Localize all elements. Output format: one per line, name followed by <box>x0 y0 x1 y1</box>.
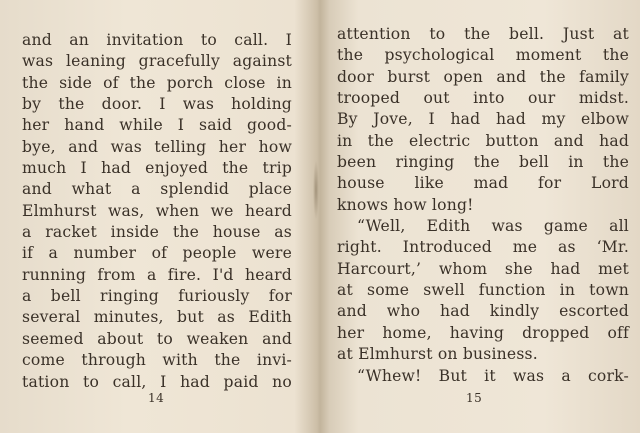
text-line: tation to call, I had paid no <box>22 372 292 391</box>
text-line: at Elmhurst on business. <box>337 345 538 364</box>
text-line: door burst open and the family <box>337 67 629 86</box>
text-line: by the door. I was holding <box>22 95 292 114</box>
right-page-text <box>337 24 629 387</box>
text-line: trooped out into our midst. <box>337 89 629 108</box>
text-line: several minutes, but as Edith <box>22 308 292 327</box>
text-line: right. Introduced me as ‘Mr. <box>337 238 629 257</box>
text-line: the side of the porch close in <box>22 73 292 92</box>
page-number: 15 <box>466 391 483 405</box>
text-line: a bell ringing furiously for <box>22 287 292 306</box>
page-number: 14 <box>148 391 165 405</box>
text-line: been ringing the bell in the <box>337 153 629 172</box>
text-line: her hand while I said good- <box>22 116 292 135</box>
text-line: come through with the invi- <box>22 351 292 370</box>
text-line: at some swell function in town <box>337 281 629 300</box>
text-line: seemed about to weaken and <box>22 329 292 348</box>
text-line: Elmhurst was, when we heard <box>22 201 292 220</box>
text-line: “Well, Edith was game all <box>357 217 629 236</box>
text-line: house like mad for Lord <box>337 174 629 193</box>
text-line: running from a fire. I'd heard <box>22 265 292 284</box>
left-page-text <box>22 30 292 393</box>
text-line: her home, having dropped off <box>337 323 629 342</box>
text-line: and who had kindly escorted <box>337 302 629 321</box>
text-line: in the electric button and had <box>337 131 629 150</box>
right-page <box>320 0 640 433</box>
text-line: bye, and was telling her how <box>22 137 292 156</box>
text-line: By Jove, I had had my elbow <box>337 110 629 129</box>
text-line: if a number of people were <box>22 244 292 263</box>
text-line: and an invitation to call. I <box>22 31 292 49</box>
text-line: attention to the bell. Just at <box>337 25 629 43</box>
text-line: a racket inside the house as <box>22 223 292 242</box>
text-line: much I had enjoyed the trip <box>22 159 292 178</box>
text-line: was leaning gracefully against <box>22 52 292 71</box>
text-line: knows how long! <box>337 195 474 214</box>
text-line: Harcourt,’ whom she had met <box>337 259 629 278</box>
left-page <box>0 0 316 433</box>
text-line: “Whew! But it was a cork- <box>357 366 629 385</box>
text-line: and what a splendid place <box>22 180 292 199</box>
text-line: the psychological moment the <box>337 46 629 65</box>
